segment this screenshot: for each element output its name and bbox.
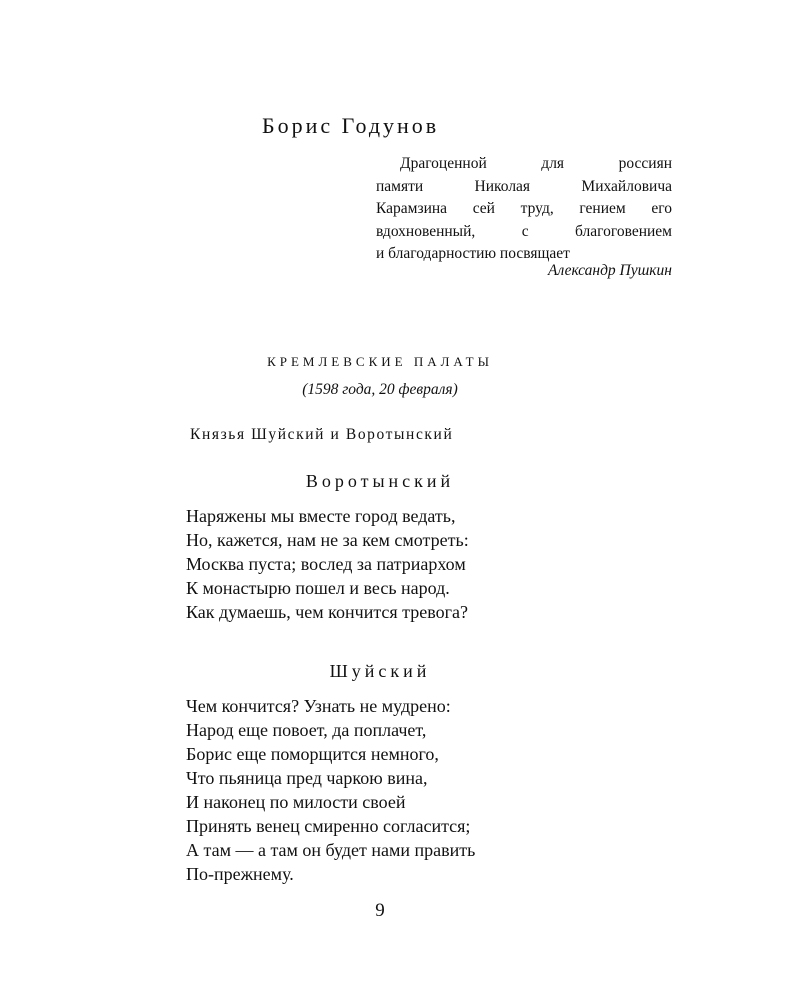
- verse-line: Наряжены мы вместе город ведать,: [186, 506, 456, 526]
- verse-block: [186, 694, 475, 886]
- verse-line: Как думаешь, чем кончится тревога?: [186, 602, 468, 622]
- verse-line: А там — а там он будет нами править: [186, 840, 476, 860]
- page-number: 9: [375, 900, 385, 921]
- verse-line: Чем кончится? Узнать не мудрено:: [186, 696, 451, 716]
- verse-line: Но, кажется, нам не за кем смотреть:: [186, 530, 469, 550]
- page-title: Борис Годунов: [262, 113, 440, 138]
- verse-line: По-прежнему.: [186, 864, 294, 884]
- speaker-name: Шуйский: [329, 661, 431, 681]
- dedication: [376, 153, 672, 266]
- verse-block: [186, 504, 469, 624]
- verse-line: Принять венец смиренно согласится;: [186, 816, 471, 836]
- verse-line: Москва пуста; вослед за патриархом: [186, 554, 466, 574]
- dedication-line: памяти Николая Михайловича: [376, 177, 672, 195]
- scene-characters: Князья Шуйский и Воротынский: [190, 426, 454, 443]
- verse-line: Что пьяница пред чаркою вина,: [186, 768, 428, 788]
- verse-line: Народ еще повоет, да поплачет,: [186, 720, 427, 740]
- verse-line: Борис еще поморщится немного,: [186, 744, 439, 764]
- verse-line: К монастырю пошел и весь народ.: [186, 578, 450, 598]
- dedication-line: Карамзина сей труд, гением его: [376, 200, 672, 217]
- dedication-line: Драгоценной для россиян: [400, 155, 672, 172]
- dedication-signature: Александр Пушкин: [548, 262, 672, 279]
- dedication-line: вдохновенный, с благоговением: [376, 222, 672, 240]
- scene-title: КРЕМЛЕВСКИЕ ПАЛАТЫ: [267, 354, 493, 369]
- dedication-line: и благодарностию посвящает: [376, 245, 570, 262]
- scene-date: (1598 года, 20 февраля): [302, 381, 458, 398]
- verse-line: И наконец по милости своей: [186, 792, 406, 812]
- speaker-name: Воротынский: [305, 471, 455, 491]
